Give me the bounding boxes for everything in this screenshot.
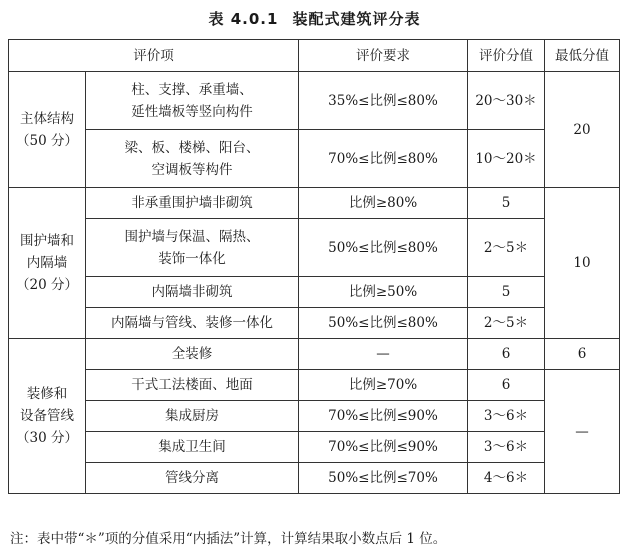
table-row (9, 339, 620, 370)
group-points: （30 分） (16, 430, 78, 446)
item-line: 管线分离 (165, 470, 219, 486)
item-cell (86, 463, 299, 494)
header-row (9, 40, 620, 72)
table-title (0, 8, 629, 29)
item-line: 围护墙与保温、隔热、 (124, 228, 260, 245)
item-line: 延性墙板等竖向构件 (131, 103, 253, 120)
item-cell (86, 219, 299, 277)
group-label (9, 339, 86, 494)
group-label (9, 72, 86, 188)
score-cell: 5 (468, 277, 545, 308)
group-name-line2: 内隔墙 (26, 255, 68, 271)
item-line: 集成厨房 (165, 408, 219, 424)
score-cell: 5 (468, 188, 545, 219)
score-cell: 3～6＊ (468, 401, 545, 432)
requirement-cell: 比例≥50% (299, 277, 468, 308)
table-row (9, 188, 620, 219)
score-cell: 10～20＊ (468, 130, 545, 188)
requirement-cell: — (299, 339, 468, 370)
item-cell (86, 308, 299, 339)
table-row (9, 308, 620, 339)
item-line: 内隔墙与管线、装修一体化 (111, 315, 273, 331)
item-line: 柱、支撑、承重墙、 (131, 81, 253, 98)
item-line: 干式工法楼面、地面 (131, 377, 253, 393)
scoring-table (8, 39, 620, 494)
item-cell (86, 339, 299, 370)
min-score-cell: 20 (545, 72, 620, 188)
requirement-cell: 70%≤比例≤90% (299, 432, 468, 463)
table-note: 注：表中带“＊”项的分值采用“内插法”计算，计算结果取小数点后 1 位。 (10, 531, 447, 547)
min-score-cell: — (545, 370, 620, 494)
item-line: 全装修 (171, 346, 213, 362)
score-cell: 2～5＊ (468, 308, 545, 339)
table-row (9, 370, 620, 401)
requirement-cell: 50%≤比例≤80% (299, 308, 468, 339)
group-name: 围护墙和 (20, 233, 74, 249)
min-score-cell: 6 (545, 339, 620, 370)
table-row (9, 432, 620, 463)
requirement-cell: 50%≤比例≤70% (299, 463, 468, 494)
table-row (9, 277, 620, 308)
requirement-cell: 70%≤比例≤90% (299, 401, 468, 432)
group-points: （50 分） (16, 132, 78, 149)
requirement-cell: 70%≤比例≤80% (299, 130, 468, 188)
header-requirement: 评价要求 (299, 40, 468, 72)
requirement-cell: 35%≤比例≤80% (299, 72, 468, 130)
item-line: 装饰一体化 (158, 250, 226, 267)
score-cell: 6 (468, 370, 545, 401)
score-cell: 2～5＊ (468, 219, 545, 277)
group-points: （20 分） (16, 277, 78, 293)
header-score: 评价分值 (468, 40, 545, 72)
item-cell (86, 130, 299, 188)
table-row (9, 130, 620, 188)
table-row (9, 401, 620, 432)
score-cell: 20～30＊ (468, 72, 545, 130)
item-cell (86, 188, 299, 219)
table-row (9, 463, 620, 494)
item-cell (86, 401, 299, 432)
table-row (9, 219, 620, 277)
item-line: 梁、板、楼梯、阳台、 (124, 139, 260, 156)
group-name: 主体结构 (20, 110, 74, 127)
group-name: 装修和 (26, 386, 68, 402)
requirement-cell: 50%≤比例≤80% (299, 219, 468, 277)
item-line: 内隔墙非砌筑 (151, 284, 233, 300)
score-cell: 3～6＊ (468, 432, 545, 463)
item-line: 集成卫生间 (158, 439, 226, 455)
header-min-score: 最低分值 (545, 40, 620, 72)
group-label (9, 188, 86, 339)
group-name-line2: 设备管线 (20, 408, 74, 424)
item-cell (86, 370, 299, 401)
item-cell (86, 432, 299, 463)
item-line: 空调板等构件 (151, 161, 233, 178)
score-cell: 6 (468, 339, 545, 370)
item-cell (86, 277, 299, 308)
table-row (9, 72, 620, 130)
min-score-cell: 10 (545, 188, 620, 339)
header-item: 评价项 (9, 40, 299, 72)
item-line: 非承重围护墙非砌筑 (131, 195, 253, 211)
score-cell: 4～6＊ (468, 463, 545, 494)
requirement-cell: 比例≥80% (299, 188, 468, 219)
item-cell (86, 72, 299, 130)
table-title-text: 装配式建筑评分表 (292, 10, 421, 28)
requirement-cell: 比例≥70% (299, 370, 468, 401)
table-number: 表 4.0.1 (208, 10, 279, 28)
